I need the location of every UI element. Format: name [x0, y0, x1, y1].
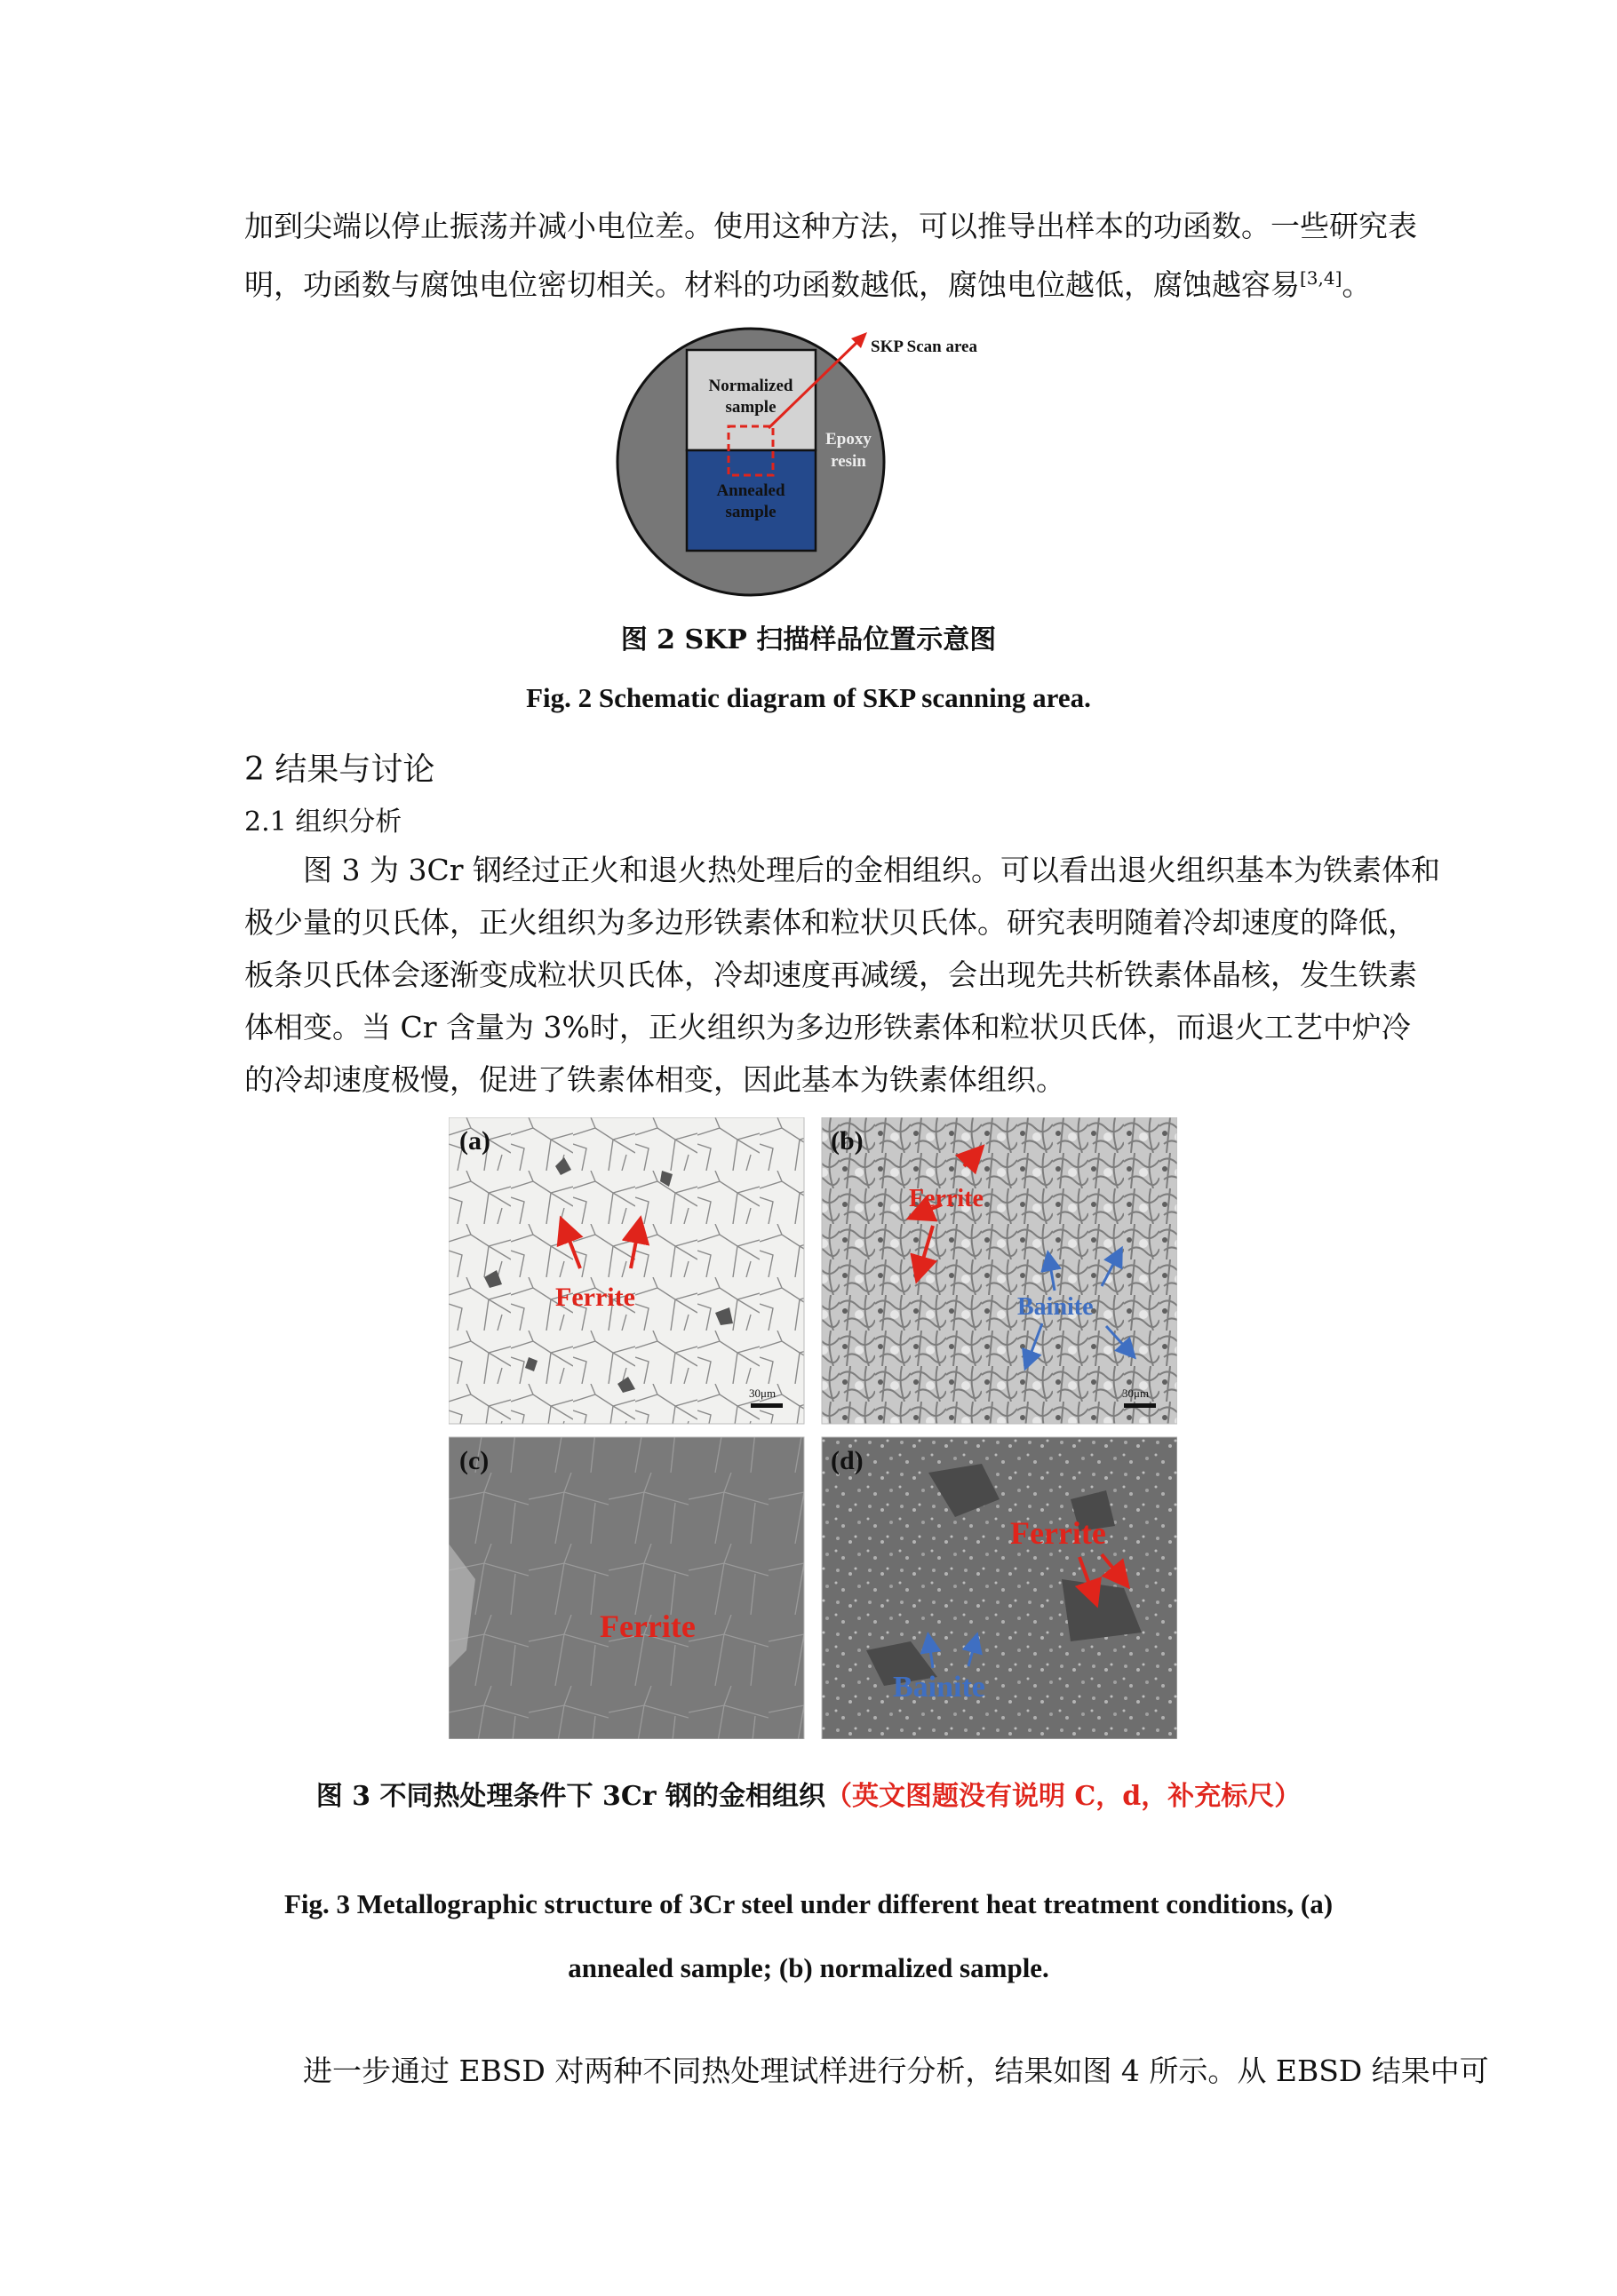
figure-3-caption-cn: 图 3 不同热处理条件下 3Cr 钢的金相组织（英文图题没有说明 C，d，补充标尺）: [315, 1781, 1302, 1812]
para-line-4: 体相变。当 Cr 含量为 3%时，正火组织为多边形铁素体和粒状贝氏体，而退火工艺中炉冷: [244, 1010, 1411, 1045]
figure-2-caption-en: Fig. 2 Schematic diagram of SKP scanning area.: [526, 682, 1091, 713]
panel-c-tag: (c): [459, 1446, 490, 1475]
panel-b-scale-text: 30μm: [1122, 1386, 1150, 1400]
citation-ref: [3,4]: [1300, 267, 1342, 289]
figure-2-schematic: [604, 320, 1031, 604]
panel-b-ferrite-label: Ferrite: [909, 1185, 984, 1212]
section-paragraph: [244, 844, 1440, 1106]
figure-3-editor-note: （英文图题没有说明 C，d，补充标尺）: [824, 1781, 1302, 1812]
annealed-label-1: Annealed: [716, 481, 785, 500]
panel-d-tag: (d): [831, 1446, 864, 1475]
intro-line-2: 明，功函数与腐蚀电位密切相关。材料的功函数越低，腐蚀电位越低，腐蚀越容易[3,4]。: [244, 267, 1372, 302]
panel-d-ferrite-label: Ferrite: [1010, 1515, 1106, 1551]
figure-3-caption-en-2: annealed sample; (b) normalized sample.: [568, 1952, 1049, 1983]
epoxy-label-2: resin: [831, 452, 866, 471]
closing-line: 进一步通过 EBSD 对两种不同热处理试样进行分析，结果如图 4 所示。从 EBSD 结果中可: [303, 2054, 1489, 2088]
para-line-5: 的冷却速度极慢，促进了铁素体相变，因此基本为铁素体组织。: [244, 1062, 1065, 1097]
figure-3-caption-en-1: Fig. 3 Metallographic structure of 3Cr steel under different heat treatment conditions, (a): [283, 1888, 1334, 1919]
panel-a-scale-text: 30μm: [749, 1386, 777, 1400]
panel-a-ferrite-label: Ferrite: [555, 1283, 635, 1312]
figure-2-caption-cn: 图 2 SKP 扫描样品位置示意图: [620, 624, 997, 655]
para-line-3: 板条贝氏体会逐渐变成粒状贝氏体，冷却速度再减缓，会出现先共析铁素体晶核，发生铁素: [244, 957, 1417, 992]
panel-b-scale-bar: [1124, 1403, 1156, 1408]
subsection-heading: 2.1 组织分析: [244, 806, 402, 838]
normalized-label-2: sample: [725, 398, 777, 417]
panel-b-tag: (b): [831, 1126, 864, 1156]
para-line-2: 极少量的贝氏体，正火组织为多边形铁素体和粒状贝氏体。研究表明随着冷却速度的降低，: [244, 905, 1417, 940]
scan-area-label: SKP Scan area: [871, 338, 977, 356]
annealed-label-2: sample: [725, 503, 777, 521]
panel-a-tag: (a): [459, 1126, 490, 1156]
panel-a: [449, 1117, 804, 1424]
panel-d: [822, 1437, 1177, 1739]
epoxy-label-1: Epoxy: [825, 430, 872, 449]
intro-line-1: 加到尖端以停止振荡并减小电位差。使用这种方法，可以推导出样本的功函数。一些研究表: [244, 209, 1417, 243]
closing-paragraph: [244, 2045, 1489, 2097]
section-heading: 2 结果与讨论: [244, 751, 435, 788]
panel-b: [822, 1117, 1177, 1424]
panel-c: [449, 1437, 804, 1739]
panel-c-ferrite-label: Ferrite: [600, 1609, 696, 1644]
intro-paragraph: [244, 200, 1417, 311]
figure-3: [449, 1117, 1177, 1739]
para-line-1: 图 3 为 3Cr 钢经过正火和退火热处理后的金相组织。可以看出退火组织基本为铁素体和: [303, 853, 1440, 887]
annealed-sample-block: [687, 450, 816, 551]
normalized-label-1: Normalized: [708, 377, 793, 395]
panel-b-bainite-label: Bainite: [1017, 1293, 1094, 1321]
panel-a-scale-bar: [751, 1403, 783, 1408]
panel-d-bainite-label: Bainite: [893, 1671, 985, 1704]
